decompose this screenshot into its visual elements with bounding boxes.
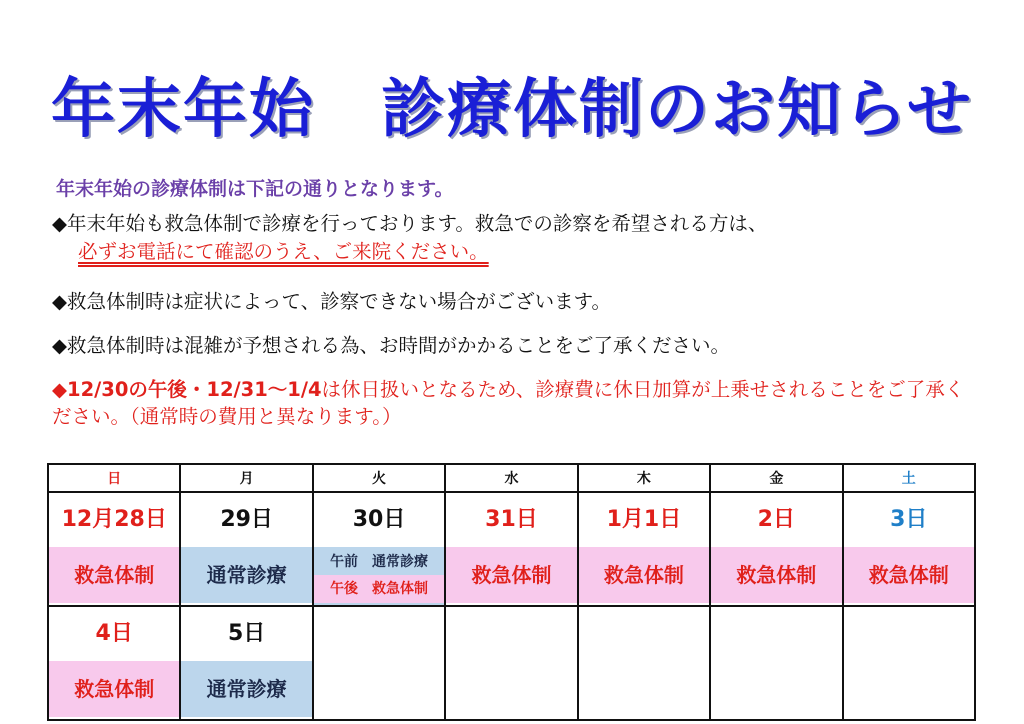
day-date: 4日 — [49, 607, 179, 661]
week-row-2 — [48, 606, 975, 720]
day-status: 通常診療 — [181, 661, 311, 717]
schedule-calendar — [47, 463, 976, 721]
day-status: 救急体制 — [49, 547, 179, 603]
day-status: 通常診療 — [181, 547, 311, 603]
holiday-period: ◆12/30の午後・12/31〜1/4 — [52, 378, 322, 401]
weekday-thu: 木 — [578, 464, 710, 492]
weekday-wed: 水 — [445, 464, 577, 492]
day-date: 31日 — [446, 493, 576, 547]
day-cell — [578, 492, 710, 606]
day-cell — [180, 606, 312, 720]
day-cell — [843, 492, 975, 606]
bullet-call-first-note: 必ずお電話にて確認のうえ、ご来院ください。 — [78, 240, 489, 263]
weekday-sun: 日 — [48, 464, 180, 492]
bullet-crowding-note: ◆救急体制時は混雑が予想される為、お時間がかかることをご了承ください。 — [52, 334, 730, 357]
bullet-emergency-consult: ◆年末年始も救急体制で診療を行っております。救急での診察を希望される方は、 — [52, 212, 768, 235]
weekday-tue: 火 — [313, 464, 445, 492]
day-cell — [48, 492, 180, 606]
empty-cell — [843, 606, 975, 720]
day-status: 救急体制 — [49, 661, 179, 717]
day-date: 29日 — [181, 493, 311, 547]
day-status: 救急体制 — [844, 547, 974, 603]
weekday-sat: 土 — [843, 464, 975, 492]
empty-cell — [445, 606, 577, 720]
day-status: 救急体制 — [446, 547, 576, 603]
holiday-fee-text: は休日扱いとなるため、診療費に休日加算が上乗せされることをご了承ください。（通常時の費用と異なります。） — [52, 378, 965, 428]
day-cell — [313, 492, 445, 606]
day-status: 救急体制 — [711, 547, 841, 603]
empty-cell — [313, 606, 445, 720]
weekday-mon: 月 — [180, 464, 312, 492]
day-date: 2日 — [711, 493, 841, 547]
day-cell — [180, 492, 312, 606]
day-status: 救急体制 — [579, 547, 709, 603]
weekday-header-row — [48, 464, 975, 492]
empty-cell — [710, 606, 842, 720]
intro-text: 年末年始の診療体制は下記の通りとなります。 — [56, 178, 454, 200]
day-date: 3日 — [844, 493, 974, 547]
day-cell — [710, 492, 842, 606]
morning-status: 午前 通常診療 — [330, 554, 429, 570]
day-cell — [48, 606, 180, 720]
day-date: 1月1日 — [579, 493, 709, 547]
empty-cell — [578, 606, 710, 720]
holiday-fee-notice — [52, 376, 972, 430]
bullet-may-not-examine: ◆救急体制時は症状によって、診察できない場合がございます。 — [52, 290, 612, 313]
day-date: 5日 — [181, 607, 311, 661]
afternoon-status: 午後 救急体制 — [314, 575, 444, 603]
page-title: 年末年始 診療体制のお知らせ — [50, 73, 974, 147]
day-date: 12月28日 — [49, 493, 179, 547]
week-row-1 — [48, 492, 975, 606]
weekday-fri: 金 — [710, 464, 842, 492]
day-status-split — [314, 547, 444, 605]
day-cell — [445, 492, 577, 606]
day-date: 30日 — [314, 493, 444, 547]
